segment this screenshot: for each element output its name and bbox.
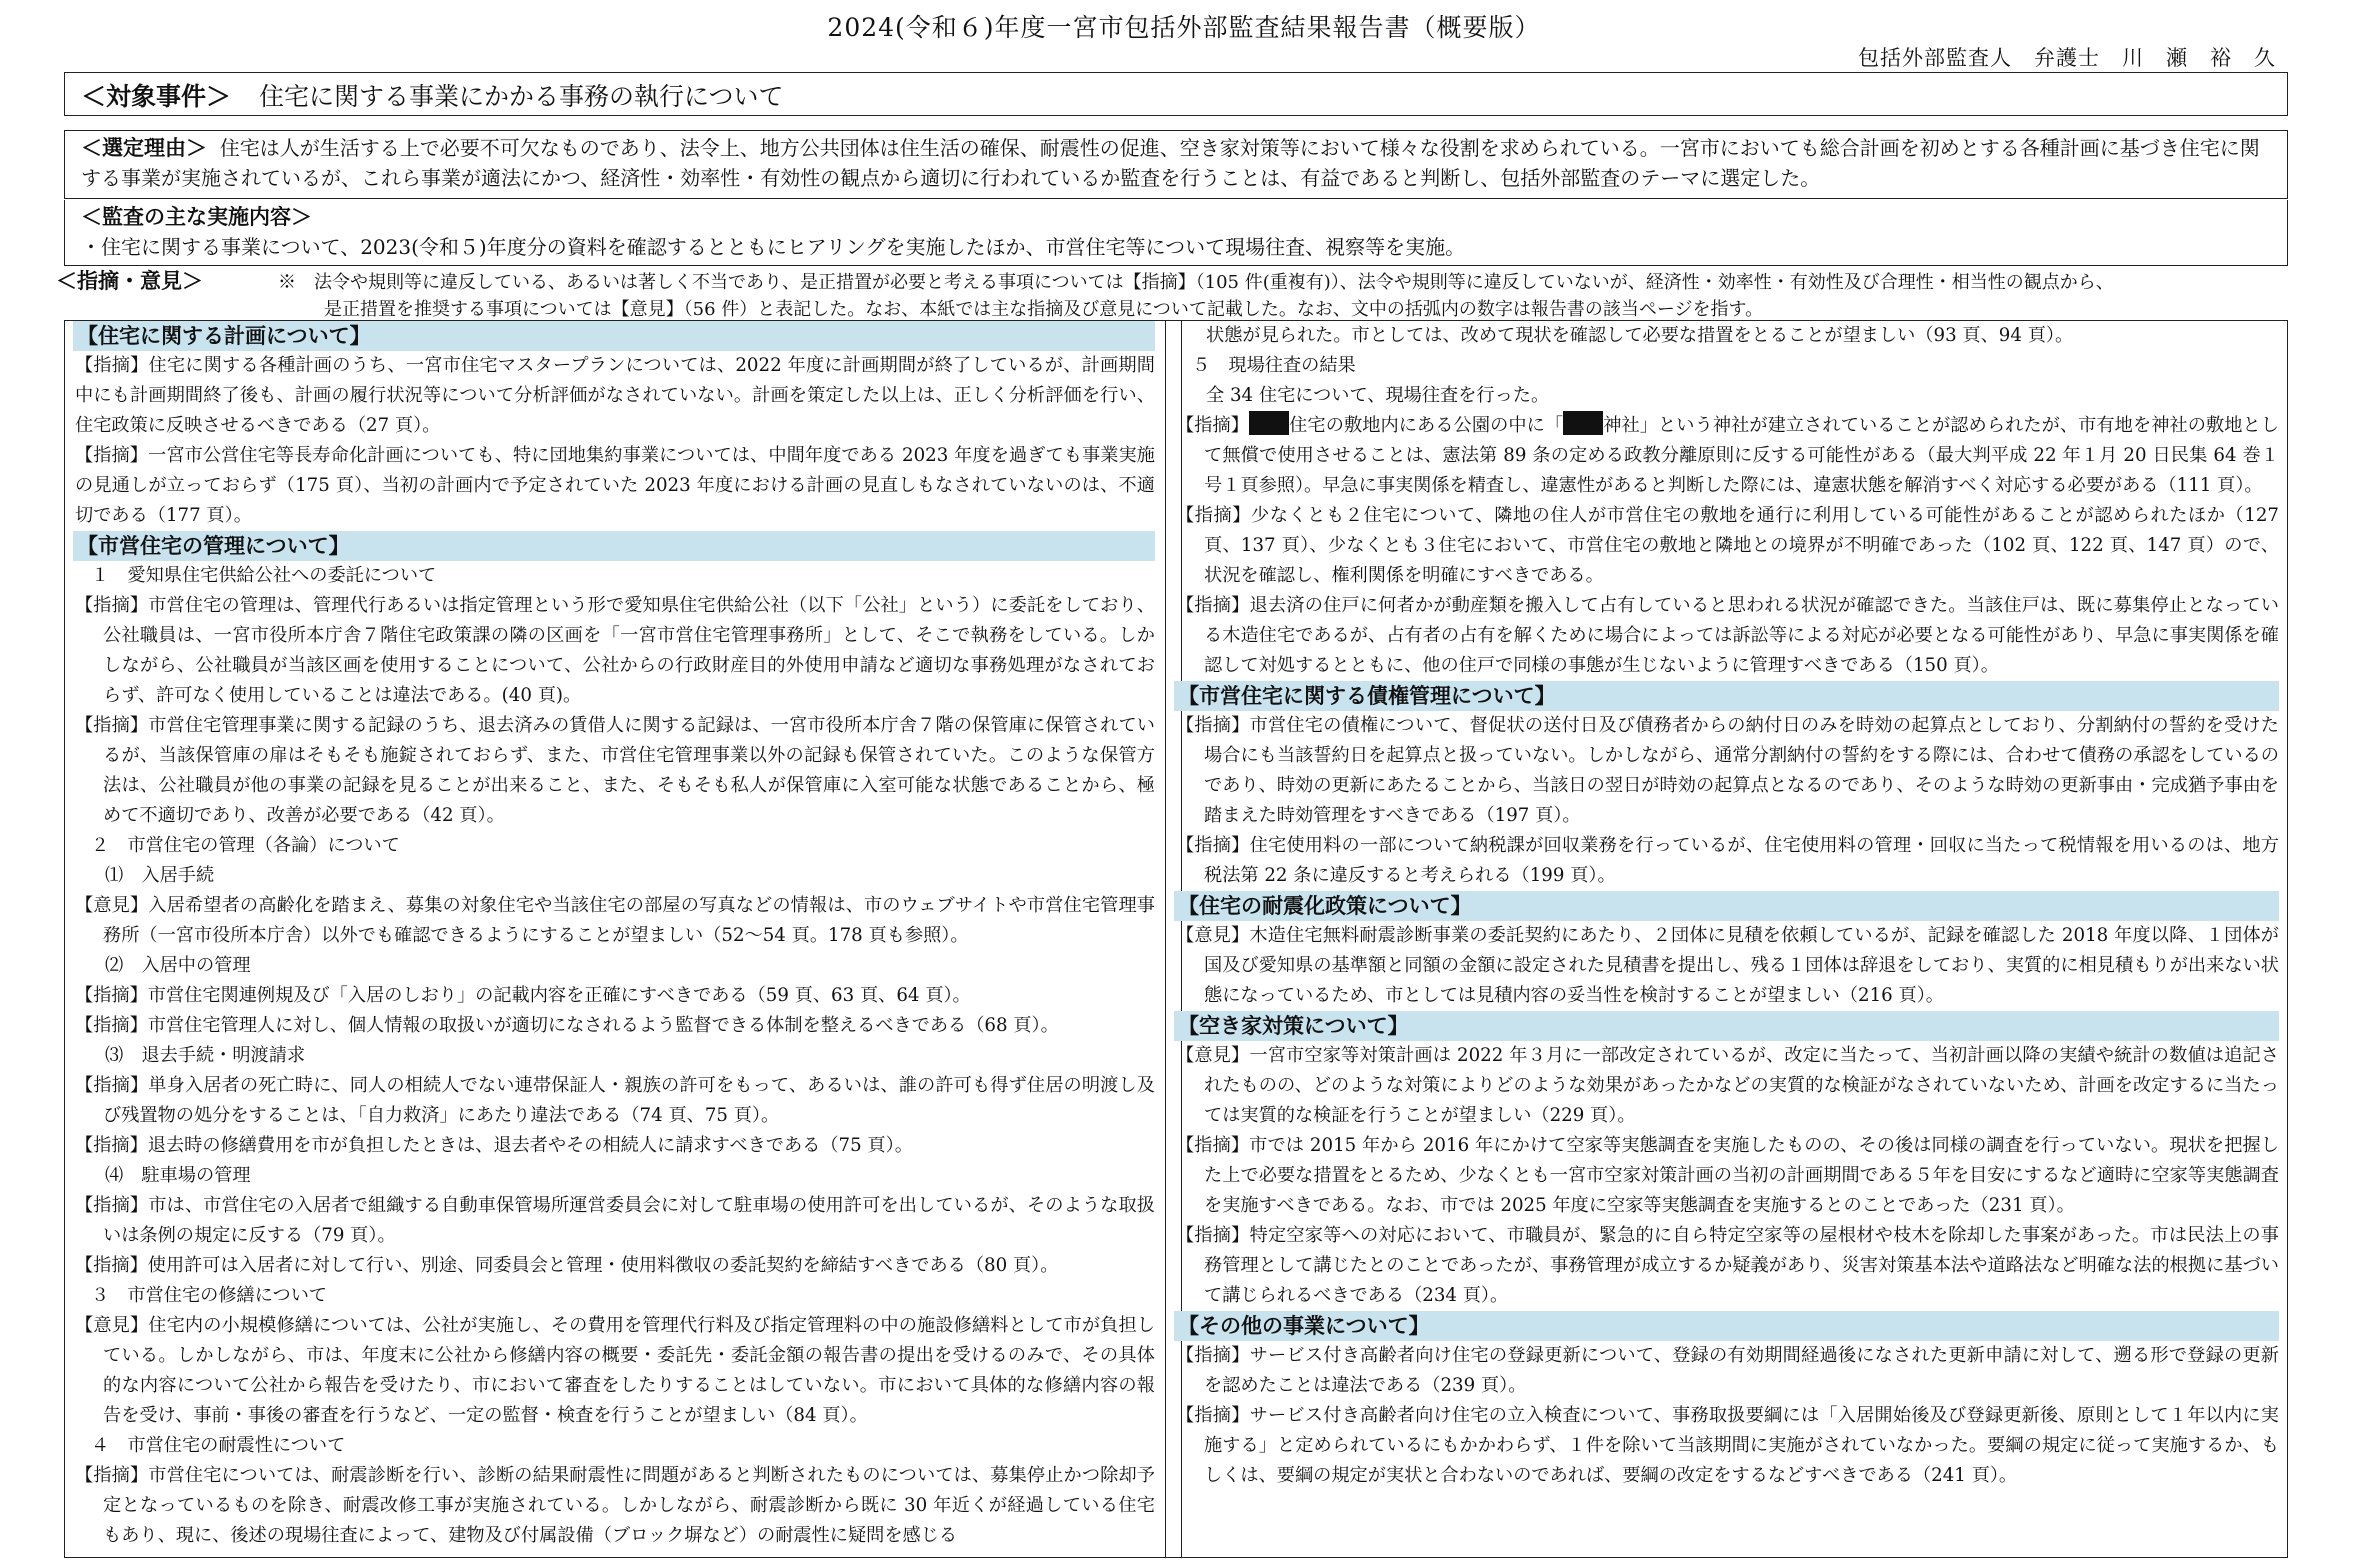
finding-paragraph: 【指摘】使用許可は入居者に対して行い、別途、同委員会と管理・使用料徴収の委託契約を締結すべきである（80 頁）。 [75, 1255, 1059, 1276]
subheading: ４ 市営住宅の耐震性について [91, 1435, 346, 1456]
section-seismic-policy-title: 【住宅の耐震化政策について】 [1174, 891, 2279, 921]
finding-text-part: 住宅の敷地内にある公園の中に「 [1289, 415, 1564, 436]
finding-paragraph: 【指摘】市営住宅の債権について、督促状の送付日及び債務者からの納付日のみを時効の起算点としており、分割納付の誓約を受けた場合にも当該誓約日を起算点と扱っていない。しかしながら、通常分割納付の誓約をする際には、合わせて債務の承認をしているのであり、時効の更新にあたることから、当該日の翌日が時効の起算点となるのであり、そのような時効の更新事由・完成猶予事由を踏まえた時効管理をすべきである（197 頁）。 [1176, 715, 2279, 826]
subheading: ５ 現場往査の結果 [1192, 355, 1356, 376]
document-title: 2024(令和６)年度一宮市包括外部監査結果報告書（概要版） [827, 13, 1541, 42]
opinion-note-line1: ※ 法令や規則等に違反している、あるいは著しく不当であり、是正措置が必要と考える事項については【指摘】（105 件(重複有)）、法令や規則等に違反していないが、経済性・効率性・有効性及び合理性・相当性の観点から、 [278, 272, 2114, 293]
finding-paragraph: 【指摘】サービス付き高齢者向け住宅の登録更新について、登録の有効期間経過後になされた更新申請に対して、遡る形で登録の更新を認めたことは違法である（239 頁）。 [1176, 1345, 2279, 1396]
finding-paragraph: 【指摘】特定空家等への対応において、市職員が、緊急的に自ら特定空家等の屋根材や枝木を除却した事案があった。市は民法上の事務管理として講じたとのことであったが、事務管理が成立するか疑義があり、災害対策基本法や道路法など明確な法的根拠に基づいて講じられるべきである（234 頁）。 [1176, 1225, 2279, 1306]
section-municipal-housing-title: 【市営住宅の管理について】 [73, 531, 1155, 561]
finding-paragraph: 【意見】木造住宅無料耐震診断事業の委託契約にあたり、２団体に見積を依頼しているが、記録を確認した 2018 年度以降、１団体が国及び愛知県の基準額と同額の金額に設定された見積書を提出し、残る１団体は辞退をしており、実質的に相見積もりが出来ない状態になっているため、市としては見積内容の妥当性を検討することが望ましい（216 頁）。 [1176, 925, 2279, 1006]
section-other-projects-title: 【その他の事業について】 [1174, 1311, 2279, 1341]
main-audit-label: ＜監査の主な実施内容＞ [81, 204, 312, 229]
finding-paragraph: 【指摘】住宅に関する各種計画のうち、一宮市住宅マスタープランについては、2022 年度に計画期間が終了しているが、計画期間中にも計画期間終了後も、計画の履行状況等について分析評価がなされていない。計画を策定した以上は、正しく分析評価を行い、住宅政策に反映させるべきである（27 頁）。 [75, 355, 1155, 436]
finding-paragraph: 【指摘】市営住宅管理事業に関する記録のうち、退去済みの賃借人に関する記録は、一宮市役所本庁舎７階の保管庫に保管されているが、当該保管庫の扉はそもそも施錠されておらず、また、市営住宅管理事業以外の記録も保管されていた。このような保管方法は、公社職員が他の事業の記録を見ることが出来ること、また、そもそも私人が保管庫に入室可能な状態であることから、極めて不適切であり、改善が必要である（42 頁）。 [75, 715, 1155, 826]
selection-reason-box [64, 130, 2288, 199]
opinion-note-line2: 是正措置を推奨する事項については【意見】（56 件）と表記した。なお、本紙では主な指摘及び意見について記載した。なお、文中の括弧内の数字は報告書の該当ページを指す。 [324, 299, 1764, 320]
finding-paragraph: 【意見】一宮市空家等対策計画は 2022 年３月に一部改定されているが、改定に当たって、当初計画以降の実績や統計の数値は追記されたものの、どのような対策によりどのような効果があったかなどの実質的な検証がなされていないため、計画を改定するに当たっては実質的な検証を行うことが望ましい（229 頁）。 [1176, 1045, 2279, 1126]
opinion-note [278, 269, 2288, 323]
finding-paragraph: 【指摘】少なくとも２住宅について、隣地の住人が市営住宅の敷地を通行に利用している可能性があることが認められたほか（127 頁、137 頁）、少なくとも３住宅において、市営住宅の敷地と隣地との境界が不明確であった（102 頁、122 頁、147 頁）ので、状況を確認し、権利関係を明確にすべきである。 [1176, 505, 2279, 586]
finding-tag: 【指摘】 [1176, 415, 1250, 436]
opinion-label: ＜指摘・意見＞ [56, 268, 203, 293]
finding-paragraph: 【指摘】市営住宅については、耐震診断を行い、診断の結果耐震性に問題があると判断されたものについては、募集停止かつ除却予定となっているものを除き、耐震改修工事が実施されている。しかしながら、耐震診断から既に 30 年近くが経過している住宅もあり、現に、後述の現場往査によって、建物及び付属設備（ブロック塀など）の耐震性に疑問を感じる [75, 1465, 1155, 1546]
finding-paragraph: 【指摘】市営住宅の管理は、管理代行あるいは指定管理という形で愛知県住宅供給公社（以下「公社」という）に委託をしており、公社職員は、一宮市役所本庁舎７階住宅政策課の隣の区画を「一宮市営住宅管理事務所」として、そこで執務をしている。しかしながら、公社職員が当該区画を使用することについて、公社からの行政財産目的外使用申請など適切な事務処理がなされておらず、許可なく使用していることは違法である。(40 頁)。 [75, 595, 1155, 706]
left-column [64, 320, 1182, 1558]
redaction-block [1249, 411, 1289, 435]
main-audit-box [64, 200, 2288, 266]
main-audit-text: ・住宅に関する事業について、2023(令和５)年度分の資料を確認するとともにヒアリングを実施したほか、市営住宅等について現場往査、視察等を実施。 [81, 235, 1466, 259]
finding-paragraph: 【指摘】退去時の修繕費用を市が負担したときは、退去者やその相続人に請求すべきである（75 頁）。 [75, 1135, 913, 1156]
finding-paragraph: 【指摘】市営住宅管理人に対し、個人情報の取扱いが適切になされるよう監督できる体制を整えるべきである（68 頁）。 [75, 1015, 1059, 1036]
sub-subheading: ⑵ 入居中の管理 [105, 955, 251, 976]
finding-paragraph: 【指摘】一宮市公営住宅等長寿命化計画についても、特に団地集約事業については、中間年度である 2023 年度を過ぎても事業実施の見通しが立っておらず（175 頁）、当初の計画内で予定されていた 2023 年度における計画の見直しもなされていないのは、不適切である（177 頁）。 [75, 445, 1155, 526]
subheading: ３ 市営住宅の修繕について [91, 1285, 328, 1306]
target-case-label: ＜対象事件＞ [81, 82, 232, 111]
continued-paragraph: 状態が見られた。市としては、改めて現状を確認して必要な措置をとることが望ましい（93 頁、94 頁）。 [1206, 325, 2074, 346]
sub-subheading: ⑷ 駐車場の管理 [105, 1165, 251, 1186]
section-vacant-house-title: 【空き家対策について】 [1174, 1011, 2279, 1041]
section-housing-plan-title: 【住宅に関する計画について】 [73, 321, 1155, 351]
selection-reason-text: 住宅は人が生活する上で必要不可欠なものであり、法令上、地方公共団体は住生活の確保、耐震性の促進、空き家対策等において様々な役割を求められている。一宮市においても総合計画を初めとする各種計画に基づき住宅に関する事業が実施されているが、これら事業が適法にかつ、経済性・効率性・有効性の観点から適切に行われているか監査を行うことは、有益であると判断し、包括外部監査のテーマに選定した。 [81, 136, 2260, 190]
subheading-note: 全 34 住宅について、現場往査を行った。 [1206, 385, 1550, 406]
finding-paragraph: 【指摘】退去済の住戸に何者かが動産類を搬入して占有していると思われる状況が確認できた。当該住戸は、既に募集停止となっている木造住宅であるが、占有者の占有を解くために場合によっては訴訟等による対応が必要となる可能性があり、早急に事実関係を確認して対処するとともに、他の住戸で同様の事態が生じないように管理すべきである（150 頁）。 [1176, 595, 2279, 676]
selection-reason-label: ＜選定理由＞ [81, 135, 207, 160]
subheading: ２ 市営住宅の管理（各論）について [91, 835, 400, 856]
finding-paragraph: 【意見】入居希望者の高齢化を踏まえ、募集の対象住宅や当該住宅の部屋の写真などの情報は、市のウェブサイトや市営住宅管理事務所（一宮市役所本庁舎）以外でも確認できるようにすることが望ましい（52～54 頁。178 頁も参照）。 [75, 895, 1155, 946]
finding-paragraph: 【意見】住宅内の小規模修繕については、公社が実施し、その費用を管理代行料及び指定管理料の中の施設修繕料として市が負担している。しかしながら、市は、年度末に公社から修繕内容の概要・委託先・委託金額の報告書の提出を受けるのみで、その具体的な内容について公社から報告を受けたり、市において審査をしたりすることはしていない。市において具体的な修繕内容の報告を受け、事前・事後の審査を行うなど、一定の監督・検査を行うことが望ましい（84 頁）。 [75, 1315, 1155, 1426]
finding-paragraph: 【指摘】市営住宅関連例規及び「入居のしおり」の記載内容を正確にすべきである（59 頁、63 頁、64 頁）。 [75, 985, 971, 1006]
finding-paragraph: 【指摘】市は、市営住宅の入居者で組織する自動車保管場所運営委員会に対して駐車場の使用許可を出しているが、そのような取扱いは条例の規定に反する（79 頁）。 [75, 1195, 1155, 1246]
finding-paragraph: 【指摘】住宅使用料の一部について納税課が回収業務を行っているが、住宅使用料の管理・回収に当たって税情報を用いるのは、地方税法第 22 条に違反すると考えられる（199 頁）。 [1176, 835, 2279, 886]
auditor-name: 包括外部監査人 弁護士 川 瀬 裕 久 [1858, 46, 2276, 70]
sub-subheading: ⑴ 入居手続 [105, 865, 215, 886]
finding-paragraph-shrine [1176, 411, 2279, 501]
finding-paragraph: 【指摘】単身入居者の死亡時に、同人の相続人でない連帯保証人・親族の許可をもって、あるいは、誰の許可も得ず住居の明渡し及び残置物の処分をすることは、「自力救済」にあたり違法である（74 頁、75 頁）。 [75, 1075, 1155, 1126]
redaction-block [1563, 411, 1603, 435]
finding-text-part: 神社」という神社が建立されていることが認められたが、市有地を神社の敷地として無償で使用させることは、憲法第 89 条の定める政教分離原則に反する可能性がある（最大判平成 22 年１月 20 日民集 64 巻１号１頁参照）。早急に事実関係を精査し、違憲性があると判断した際には、違憲状態を解消すべく対応する必要がある（111 頁）。 [1204, 415, 2279, 496]
subheading: １ 愛知県住宅供給公社への委託について [91, 565, 437, 586]
finding-paragraph: 【指摘】サービス付き高齢者向け住宅の立入検査について、事務取扱要綱には「入居開始後及び登録更新後、原則として１年以内に実施する」と定められているにもかかわらず、１件を除いて当該期間に実施がされていなかった。要綱の規定に従って実施するか、もしくは、要綱の規定が実状と合わないのであれば、要綱の改定をするなどすべきである（241 頁）。 [1176, 1405, 2279, 1486]
section-claims-management-title: 【市営住宅に関する債権管理について】 [1174, 681, 2279, 711]
target-case-box [64, 72, 2288, 116]
target-case-text: 住宅に関する事業にかかる事務の執行について [259, 82, 784, 111]
finding-paragraph: 【指摘】市では 2015 年から 2016 年にかけて空家等実態調査を実施したものの、その後は同様の調査を行っていない。現状を把握した上で必要な措置をとるため、少なくとも一宮市空家対策計画の当初の計画期間である５年を目安にするなど適時に空家等実態調査を実施すべきである。なお、市では 2025 年度に空家等実態調査を実施するとのことであった（231 頁）。 [1176, 1135, 2279, 1216]
sub-subheading: ⑶ 退去手続・明渡請求 [105, 1045, 306, 1066]
opinion-header [56, 265, 2288, 323]
right-column [1165, 320, 2288, 1558]
